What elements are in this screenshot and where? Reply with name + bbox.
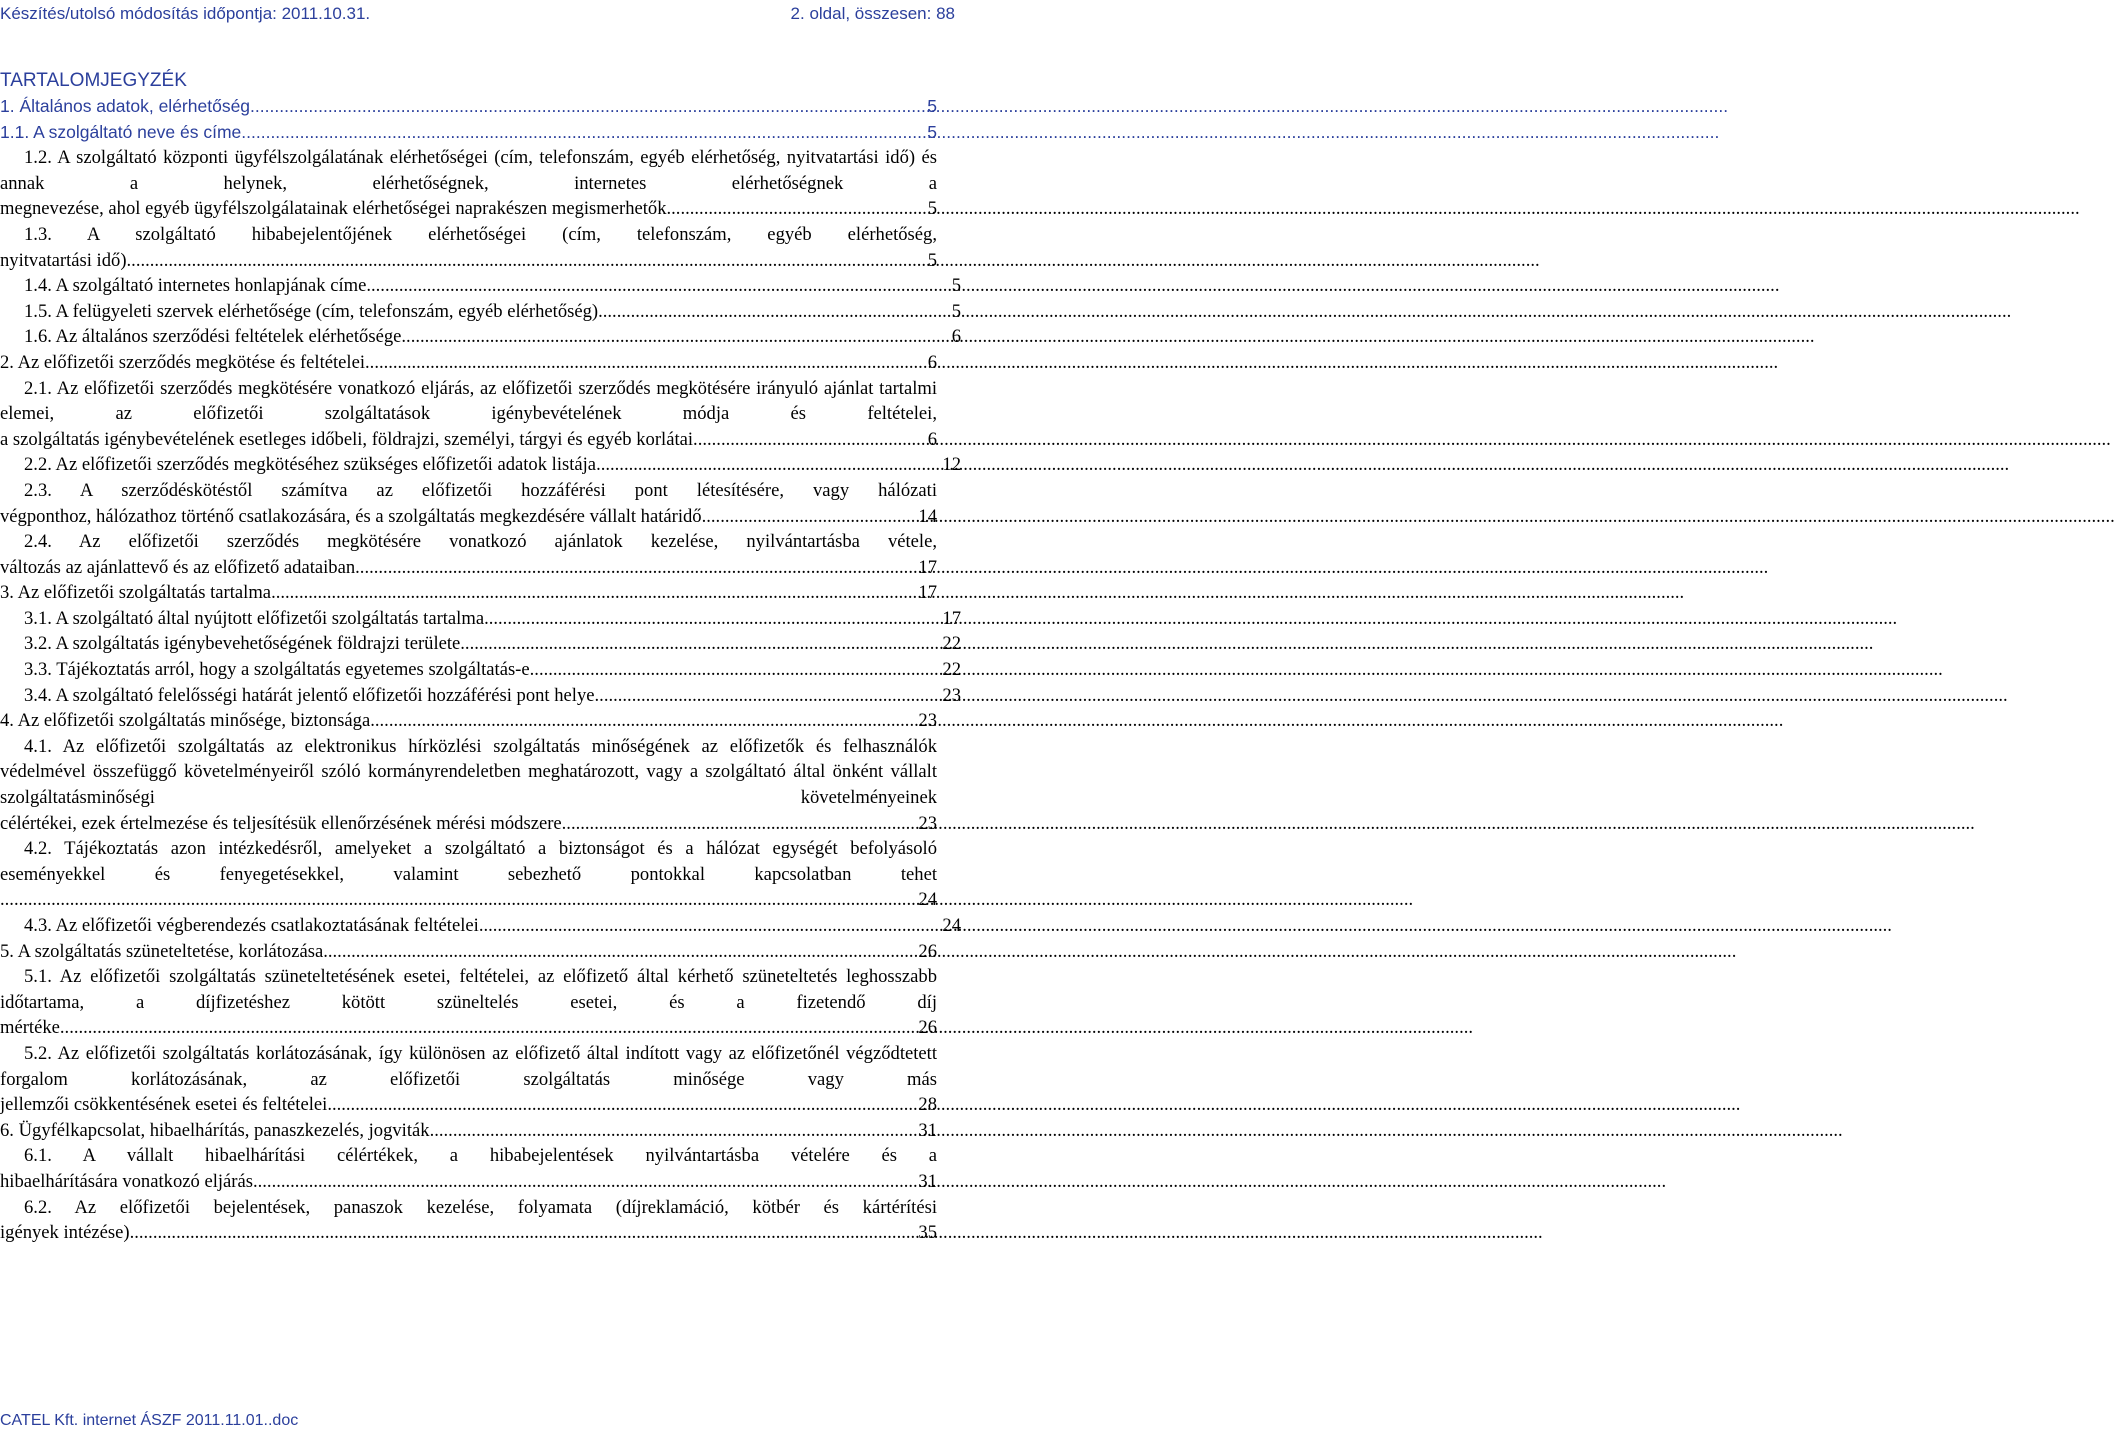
toc-entry[interactable] bbox=[0, 478, 937, 529]
toc-page-number: 22 bbox=[942, 659, 961, 681]
toc-entry-lastline bbox=[0, 887, 937, 913]
toc-page-number: 5 bbox=[927, 121, 937, 142]
toc-entry[interactable] bbox=[0, 964, 937, 1041]
toc-leader-dots bbox=[370, 708, 918, 734]
toc-entry-lastline bbox=[0, 1220, 937, 1246]
toc-entry[interactable] bbox=[0, 120, 937, 146]
toc-entry[interactable] bbox=[0, 913, 961, 939]
toc-leader-dots bbox=[327, 1092, 918, 1118]
toc-page-number: 6 bbox=[927, 351, 937, 373]
toc-entry[interactable] bbox=[0, 580, 937, 606]
toc-entry[interactable] bbox=[0, 273, 961, 299]
toc-page-number: 14 bbox=[918, 505, 937, 527]
toc-page-number: 26 bbox=[918, 940, 937, 962]
toc-page-number: 5 bbox=[927, 249, 937, 271]
toc-entry-lastline bbox=[0, 427, 937, 453]
toc-leader-dots bbox=[323, 939, 918, 965]
toc-leader-dots bbox=[271, 580, 918, 606]
toc-entry[interactable] bbox=[0, 94, 937, 120]
toc-entry-title: 1. Általános adatok, elérhetőség bbox=[0, 96, 251, 116]
toc-entry-lastline bbox=[0, 504, 937, 530]
toc-leader-dots bbox=[355, 555, 918, 581]
toc-page-number: 24 bbox=[942, 915, 961, 936]
toc-entry-lastline bbox=[0, 811, 937, 837]
toc-entry-title: 4.1. Az előfizetői szolgáltatás az elektronikus hírközlési szolgáltatás minőségének az előfizetők és felhasználók védelmével összefüggő követelményeiről szóló kormányrendeletben meghatározott, vagy a szolgáltató által önként vállalt szolgáltatásminőségi követelményeinek bbox=[0, 735, 937, 809]
toc-entry-title: 1.1. A szolgáltató neve és címe bbox=[0, 121, 242, 142]
toc-page-number: 31 bbox=[918, 1170, 937, 1192]
toc-page-number: 12 bbox=[942, 454, 961, 476]
toc-leader-dots bbox=[595, 683, 943, 709]
toc-entry[interactable] bbox=[0, 1118, 937, 1144]
toc-entry[interactable] bbox=[0, 734, 937, 836]
toc-entry-title: 6.1. A vállalt hibaelhárítási célértékek, a hibabejelentések nyilvántartásba vételére és a bbox=[24, 1145, 937, 1167]
toc-entry-title-end: nyitvatartási idő) bbox=[0, 249, 127, 271]
toc-leader-dots bbox=[596, 452, 942, 478]
toc-leader-dots bbox=[365, 350, 928, 376]
toc-entry[interactable] bbox=[0, 836, 937, 913]
toc-entry[interactable] bbox=[0, 1041, 937, 1118]
toc-entry-title-end: hibaelhárítására vonatkozó eljárás bbox=[0, 1170, 253, 1192]
toc-entry[interactable] bbox=[0, 683, 961, 709]
toc-entry-title: 3.2. A szolgáltatás igénybevehetőségének földrajzi területe bbox=[24, 633, 461, 655]
toc-entry-title-end: jellemzői csökkentésének esetei és feltételei bbox=[0, 1094, 328, 1116]
toc-page-number: 6 bbox=[951, 326, 961, 348]
toc-entry-title-end: célértékei, ezek értelmezése és teljesítésük ellenőrzésének mérési módszere bbox=[0, 812, 562, 834]
toc-page-number: 5 bbox=[927, 198, 937, 220]
toc-entry[interactable] bbox=[0, 1143, 937, 1194]
toc-leader-dots bbox=[479, 913, 943, 939]
toc-entry-title: 3.4. A szolgáltató felelősségi határát jelentő előfizetői hozzáférési pont helye bbox=[24, 684, 595, 706]
toc-entry[interactable] bbox=[0, 145, 937, 222]
toc-entry-title: 1.5. A felügyeleti szervek elérhetősége (cím, telefonszám, egyéb elérhetőség) bbox=[24, 300, 599, 322]
toc-page-number: 23 bbox=[918, 710, 937, 732]
toc-entry-title: 2. Az előfizetői szerződés megkötése és feltételei bbox=[0, 351, 366, 373]
toc-entry-title: 5.2. Az előfizetői szolgáltatás korlátozásának, így különösen az előfizető által indított vagy az előfizetőnél végződtetett forgalom korlátozásának, az előfizetői szolgáltatás minősége vagy más bbox=[0, 1042, 937, 1090]
page-header bbox=[0, 4, 960, 24]
toc-page-number: 26 bbox=[918, 1017, 937, 1039]
toc-entry[interactable] bbox=[0, 939, 937, 965]
toc-entry-title: 2.2. Az előfizetői szerződés megkötéséhez szükséges előfizetői adatok listája bbox=[24, 454, 597, 476]
toc-page-number: 28 bbox=[918, 1094, 937, 1116]
toc-entry-title: 2.3. A szerződéskötéstől számítva az előfizetői hozzáférési pont létesítésére, vagy hálózati bbox=[24, 479, 937, 501]
toc-page-number: 17 bbox=[918, 582, 937, 604]
toc-entry[interactable] bbox=[0, 376, 937, 453]
toc-entry-title: 6. Ügyfélkapcsolat, hibaelhárítás, panaszkezelés, jogviták bbox=[0, 1119, 430, 1141]
toc-entry-title: 5.1. Az előfizetői szolgáltatás szüneteltetésének esetei, feltételei, az előfizető által kérhető szüneteltetés leghosszabb időtartama, a díjfizetéshez kötött szüneltelés esetei, és a fizetendő díj bbox=[0, 966, 937, 1013]
toc-entry-title-end: változás az ajánlattevő és az előfizető adataiban bbox=[0, 556, 356, 578]
toc-page-number: 24 bbox=[918, 889, 937, 911]
toc-leader-dots bbox=[667, 196, 928, 222]
table-of-contents bbox=[0, 94, 960, 1246]
toc-page-number: 35 bbox=[918, 1222, 937, 1244]
toc-entry-title-end: mértéke bbox=[0, 1017, 60, 1039]
toc-entry-lastline bbox=[0, 1169, 937, 1195]
toc-leader-dots bbox=[484, 606, 942, 632]
toc-entry[interactable] bbox=[0, 299, 961, 325]
toc-leader-dots bbox=[253, 1169, 918, 1195]
toc-entry-lastline bbox=[0, 1092, 937, 1118]
toc-page-number: 22 bbox=[942, 633, 961, 655]
toc-leader-dots bbox=[250, 94, 927, 120]
toc-leader-dots bbox=[60, 1015, 919, 1041]
toc-entry-title: 1.3. A szolgáltató hibabejelentőjének elérhetőségei (cím, telefonszám, egyéb elérhetőség, bbox=[24, 223, 937, 245]
toc-leader-dots bbox=[562, 811, 919, 837]
toc-entry-lastline bbox=[0, 1015, 937, 1041]
toc-entry-title-end: a szolgáltatás igénybevételének esetleges időbeli, földrajzi, személyi, tárgyi és egyéb korlátai. bbox=[0, 428, 698, 450]
toc-leader-dots bbox=[460, 631, 942, 657]
toc-page-number: 17 bbox=[942, 607, 961, 629]
toc-page-number: 5 bbox=[927, 96, 937, 116]
toc-page-number: 31 bbox=[918, 1119, 937, 1141]
toc-leader-dots bbox=[130, 1220, 919, 1246]
toc-entry-lastline bbox=[0, 555, 937, 581]
toc-page-number: 5 bbox=[951, 300, 961, 322]
toc-leader-dots bbox=[401, 324, 951, 350]
toc-leader-dots bbox=[430, 1118, 919, 1144]
header-page-count: 2. oldal, összesen: 88 bbox=[790, 4, 955, 23]
toc-entry[interactable] bbox=[0, 606, 961, 632]
toc-leader-dots bbox=[598, 299, 952, 325]
toc-leader-dots bbox=[0, 887, 918, 913]
toc-page-number: 23 bbox=[918, 812, 937, 834]
toc-entry[interactable] bbox=[0, 1195, 937, 1246]
toc-entry-title: 2.4. Az előfizetői szerződés megkötésére vonatkozó ajánlatok kezelése, nyilvántartásba vétele, bbox=[24, 531, 937, 553]
toc-entry-title: 1.4. A szolgáltató internetes honlapjának címe bbox=[24, 275, 367, 297]
toc-entry-title: 3.3. Tájékoztatás arról, hogy a szolgáltatás egyetemes szolgáltatás-e bbox=[24, 659, 530, 681]
toc-entry-title: 3.1. A szolgáltató által nyújtott előfizetői szolgáltatás tartalma bbox=[24, 607, 485, 629]
toc-entry[interactable] bbox=[0, 657, 961, 683]
toc-page-number: 6 bbox=[927, 428, 937, 450]
toc-leader-dots bbox=[127, 248, 928, 274]
toc-entry[interactable] bbox=[0, 529, 937, 580]
toc-entry-title: 5. A szolgáltatás szüneteltetése, korlátozása bbox=[0, 940, 324, 962]
toc-entry-title: 3. Az előfizetői szolgáltatás tartalma bbox=[0, 582, 272, 604]
toc-entry-title: 6.2. Az előfizetői bejelentések, panaszok kezelése, folyamata (díjreklamáció, kötbér és kártérítési bbox=[24, 1196, 937, 1218]
toc-entry[interactable] bbox=[0, 708, 937, 734]
toc-entry[interactable] bbox=[0, 631, 961, 657]
toc-leader-dots bbox=[702, 504, 919, 530]
toc-page-number: 23 bbox=[942, 684, 961, 706]
toc-leader-dots bbox=[366, 273, 951, 299]
toc-entry-title: 4.3. Az előfizetői végberendezés csatlakoztatásának feltételei bbox=[24, 915, 479, 936]
toc-entry-title-end: igények intézése) bbox=[0, 1222, 130, 1244]
toc-entry-title-end: megnevezése, ahol egyéb ügyfélszolgálatainak elérhetőségei naprakészen megismerhetők bbox=[0, 198, 667, 220]
toc-entry[interactable] bbox=[0, 350, 937, 376]
toc-entry[interactable] bbox=[0, 324, 961, 350]
toc-page-number: 17 bbox=[918, 556, 937, 578]
toc-entry-lastline bbox=[0, 196, 937, 222]
toc-entry-title: 1.6. Az általános szerződési feltételek elérhetősége bbox=[24, 326, 402, 348]
toc-title: TARTALOMJEGYZÉK bbox=[0, 70, 187, 91]
toc-entry-title: 2.1. Az előfizetői szerződés megkötésére vonatkozó eljárás, az előfizetői szerződés megkötésére irányuló ajánlat tartalmi elemei, az előfizetői szolgáltatások igénybevételének módja és feltételei, bbox=[0, 377, 937, 425]
page-footer: CATEL Kft. internet ÁSZF 2011.11.01..doc bbox=[0, 1412, 299, 1429]
toc-entry-title-end: végponthoz, hálózathoz történő csatlakozására, és a szolgáltatás megkezdésére vállalt határidő bbox=[0, 505, 702, 527]
toc-leader-dots bbox=[241, 120, 927, 146]
toc-leader-dots bbox=[698, 427, 928, 453]
toc-page-number: 5 bbox=[951, 275, 961, 297]
toc-leader-dots bbox=[530, 657, 943, 683]
header-timestamp: Készítés/utolsó módosítás időpontja: 2011.10.31. bbox=[0, 4, 371, 23]
toc-entry-title: 4. Az előfizetői szolgáltatás minősége, biztonsága bbox=[0, 710, 371, 732]
toc-entry-title: 1.2. A szolgáltató központi ügyfélszolgálatának elérhetőségei (cím, telefonszám, egyéb elérhetőség, nyitvatartási idő) és annak a helynek, elérhetőségnek, internetes elérhetőségnek a bbox=[0, 147, 937, 194]
toc-entry[interactable] bbox=[0, 452, 961, 478]
toc-entry-lastline bbox=[0, 248, 937, 274]
toc-entry-title: 4.2. Tájékoztatás azon intézkedésről, amelyeket a szolgáltató a biztonságot és a hálózat egységét befolyásoló eseményekkel és fenyegetésekkel, valamint sebezhető pontokkal kapcsolatban tehet bbox=[0, 838, 937, 885]
toc-entry[interactable] bbox=[0, 222, 937, 273]
